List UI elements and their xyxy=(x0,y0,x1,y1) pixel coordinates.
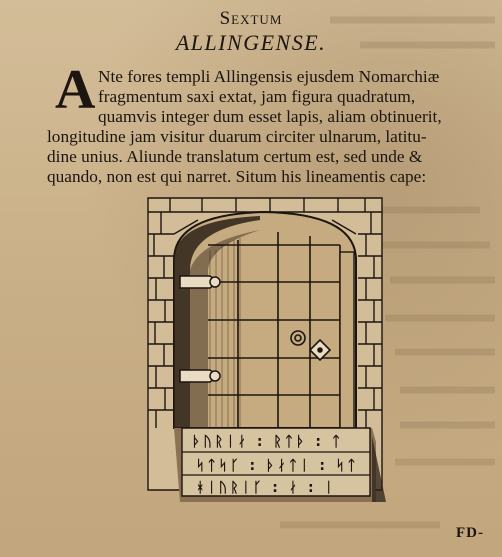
rune-row-2: ᛋᛏᛋᚴ : ᚦᛅᛏᛁ : ᛋᛏ xyxy=(196,458,359,474)
body-line-5: dine unius. Aliunde translatum certum est, sed unde & xyxy=(47,147,423,166)
section-title: ALLINGENSE. xyxy=(175,30,327,55)
body-line-1: Nte fores templi Allingensis ejusdem Nomarchiæ xyxy=(98,67,440,86)
catchword: FD- xyxy=(456,525,484,541)
body-line-4: longitudine jam visitur duarum circiter ulnarum, latitu- xyxy=(47,127,427,146)
drop-cap: A xyxy=(55,59,96,121)
body-line-2: fragmentum saxi extat, jam figura quadratum, xyxy=(98,87,416,106)
section-number-heading: Sextum xyxy=(219,8,283,29)
body-line-3: quamvis integer dum esset lapis, aliam obtinuerit, xyxy=(98,107,442,126)
body-line-6: quando, non est qui narret. Situm his lineamentis cape: xyxy=(47,167,427,186)
rune-row-3: ᚼᛁᚢᚱᛁᚴ : ᛅ : ᛁ xyxy=(196,480,336,496)
rune-row-1: ᚦᚢᚱᛁᛅ : ᚱᛏᚦ : ᛏ xyxy=(192,434,344,450)
runestone-door-engraving xyxy=(140,190,392,508)
